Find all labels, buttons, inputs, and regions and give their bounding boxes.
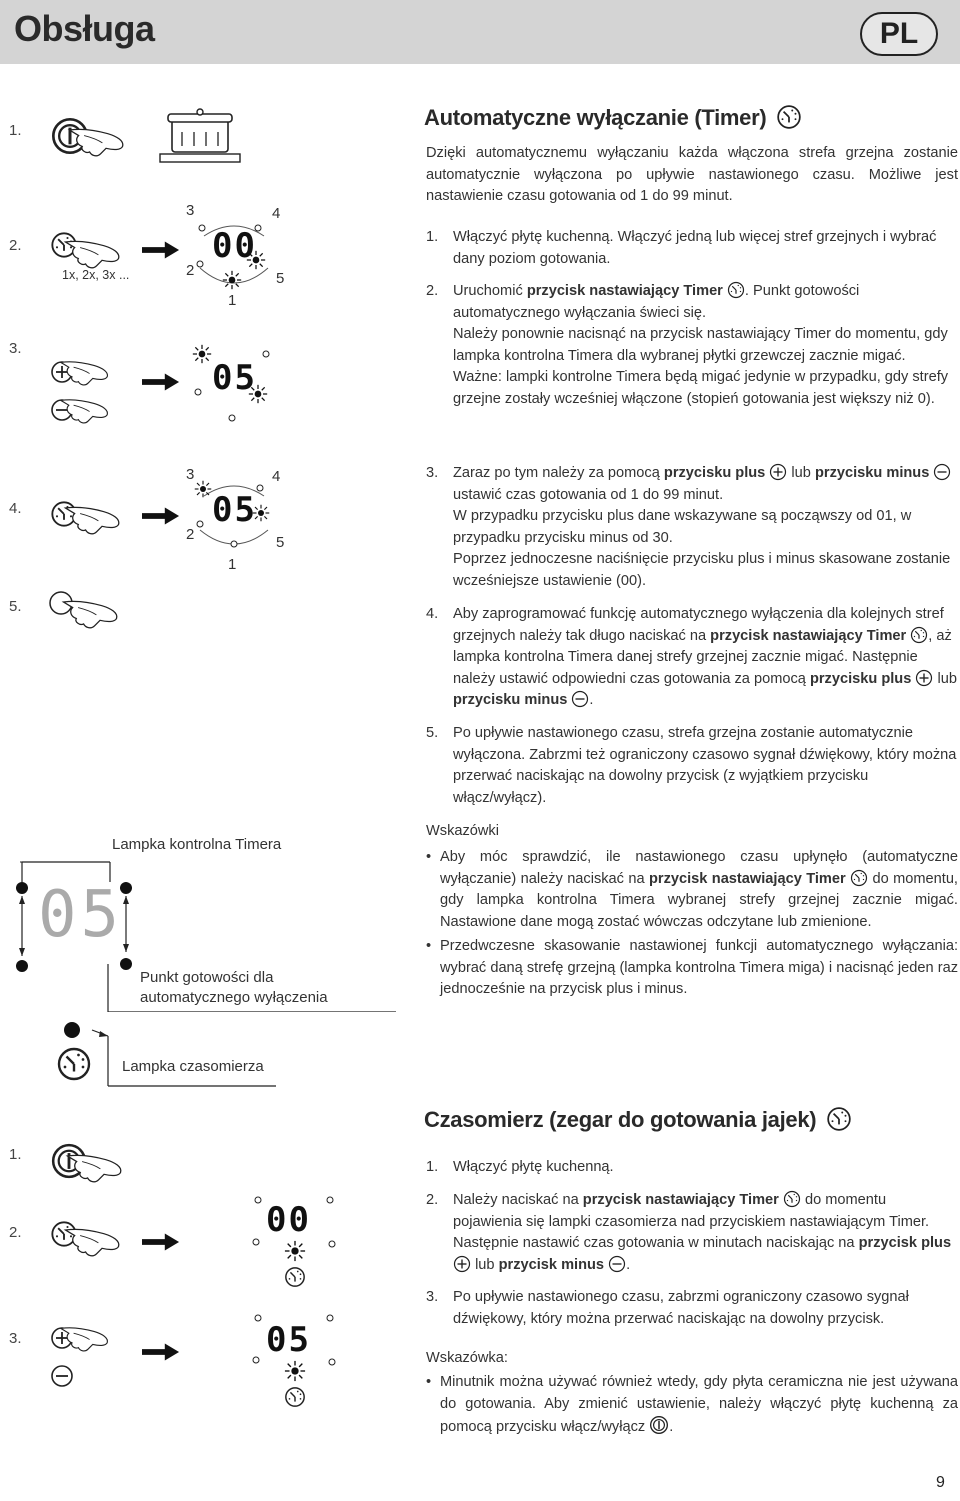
seven-segment-readout: 05 [212,358,257,398]
seven-segment-readout-large: 05 [38,878,124,952]
finger-press-icon [56,394,112,426]
step-paragraph: Ważne: lampki kontrolne Timera będą migać jedynie w przypadku, gdy strefy grzejne zostały wcześniej włączone (stopień gotowania jest większy niż 0). [453,369,949,407]
step-text: Po upływie nastawionego czasu, strefa grzejna zostanie automatycznie wyłączona. Zabrzmi też ograniczony czasowo sygnał dźwiękowy, który można przerwać naciskając na dowolny przycisk (z wyjątkiem przycisku włącz/wyłącz). [453,725,957,806]
timer-icon [727,281,745,299]
step-number: 1. [426,229,439,245]
step-text: ustawić czas gotowania od 1 do 99 minut. [453,486,724,503]
step-bold: przycisk plus [858,1235,952,1251]
figure-step-label: 5. [9,598,22,615]
seven-segment-readout: 05 [266,1320,311,1360]
step-number: 3. [426,465,439,481]
step-bold: przycisk nastawiający Timer [526,283,723,299]
arrow-right-icon [142,1232,180,1252]
step-text: . [626,1256,631,1273]
step-bold: przycisku minus [814,465,930,481]
zone-number: 2 [186,262,195,279]
zone-number: 5 [276,534,285,551]
press-count-label: 1x, 2x, 3x ... [62,268,130,282]
minute-heading-text: Czasomierz (zegar do gotowania jajek) [424,1107,817,1132]
seven-segment-readout: 05 [212,490,257,530]
minus-icon [608,1255,626,1273]
step-text: lub [475,1256,495,1273]
bullet: • [426,938,432,954]
tip-text: do momentu, gdy lampka kontrolna Timera wybranej strefy grzejnej zacznie migać. Nastawione dane mogą zostać wówczas odczytane lub zmienione. [440,870,958,930]
step-text: Należy naciskać na [453,1192,579,1208]
minute-heading [424,1106,852,1133]
tip-bold: przycisk nastawiający Timer [648,870,846,887]
minute-lamp-label: Lampka czasomierza [122,1058,264,1075]
zone-number: 1 [228,556,237,573]
bullet: • [426,849,432,865]
minute-tip-title: Wskazówka: [426,1350,508,1366]
page-title: Obsługa [14,8,155,49]
arrow-right-icon [142,506,180,526]
tip-text: Minutnik można używać również wtedy, gdy płyta ceramiczna nie jest używana do gotowania. Aby zmienić ustawienie, należy włączyć płytę kuchenną za pomocą przycisku włącz/wyłącz [440,1374,958,1435]
timer-heading-text: Automatyczne wyłączanie (Timer) [424,105,767,130]
plus-icon [915,669,933,687]
timer-intro: Dzięki automatycznemu wyłączaniu każda włączona strefa grzejna zostanie automatycznie wyłączona po upływie nastawionego czasu. Możliwe jest nastawienie czasu gotowania od 1 do 99 minut. [426,145,958,204]
timer-lamp-icon [56,1046,92,1082]
finger-press-icon [58,594,122,632]
step-number: 1. [426,1159,439,1175]
figure-step-label: 2. [9,1224,22,1241]
arrow-right-icon [142,1342,180,1362]
seven-segment-readout: 00 [266,1200,311,1240]
step-text: lub [937,670,957,687]
tips-title: Wskazówki [426,823,499,839]
arrow-right-icon [142,240,180,260]
step-text: , aż lampka kontrolna Timera danej strefy grzejnej zacznie migać. Następnie należy ustawić odpowiedni czas gotowania za pomocą [453,627,952,687]
step-number: 5. [426,725,439,741]
figure-step-label: 1. [9,122,22,139]
step-text: lub [791,465,811,481]
step-text: Uruchomić [453,283,523,299]
step-text: Aby zaprogramować funkcję automatycznego wyłączenia dla kolejnych stref grzejnych należy tak długo naciskać na [453,606,944,644]
figure-step-label: 3. [9,340,22,357]
minus-button-icon [50,1364,74,1388]
timer-icon [776,104,802,130]
tip-text: Aby móc sprawdzić, ile nastawionego czasu upłynęło (automatyczne wyłączanie) należy naciskać na [440,849,958,887]
step-bold: przycisku plus [809,670,912,687]
zone-number: 3 [186,202,195,219]
plus-icon [453,1255,471,1273]
finger-press-icon [60,1222,124,1260]
seven-segment-readout: 00 [212,226,257,266]
step-text: Po upływie nastawionego czasu, zabrzmi ograniczony czasowo sygnał dźwiękowy, który można przerwać naciskając na dowolny przycisk. [453,1289,909,1327]
zone-number: 1 [228,292,237,309]
zone-number: 4 [272,205,281,222]
timer-icon [910,626,928,644]
finger-press-icon [60,500,124,538]
step-bold: przycisk nastawiający Timer [582,1192,779,1208]
step-bold: przycisk nastawiający Timer [710,627,907,644]
power-icon [649,1415,669,1435]
plus-icon [769,463,787,481]
figure-step-label: 4. [9,500,22,517]
step-bold: przycisk minus [498,1256,605,1273]
step-text: Zaraz po tym należy za pomocą [453,465,660,481]
figure-step-label: 2. [9,237,22,254]
timer-icon [783,1190,801,1208]
finger-press-icon [60,234,124,272]
finger-press-icon [64,122,128,160]
step-number: 3. [426,1289,439,1305]
lamp-timer-label: Lampka kontrolna Timera [112,836,282,853]
step-number: 4. [426,606,439,622]
timer-heading [424,104,802,131]
step-number: 2. [426,283,439,299]
step-paragraph: Należy ponownie nacisnąć na przycisk nastawiający Timer do momentu, gdy lampka kontrolna Timera dla wybranej płytki grzewczej zacznie migać. [453,326,948,364]
step-text: . Punkt gotowości automatycznego wyłączania świeci się. [453,283,860,321]
arrow-right-icon [142,372,180,392]
page-header [0,0,960,64]
step-text: do momentu pojawienia się lampki czasomierza nad przyciskiem nastawiającym Timer. Następnie nastawić czas gotowania w minutach naciskając na [453,1192,930,1251]
minus-icon [571,690,589,708]
minus-icon [933,463,951,481]
language-badge: PL [860,12,938,56]
zone-number: 3 [186,466,195,483]
step-bold: przycisku plus [663,465,766,481]
step-text: Włączyć płytę kuchenną. [453,1159,614,1175]
pot-on-hob-icon [158,106,242,168]
timer-icon [826,1106,852,1132]
finger-press-icon [56,1322,112,1354]
tip-text: Przedwczesne skasowanie nastawionej funkcji automatycznego wyłączania: wybrać daną strefę grzejną (lampka kontrolna Timera miga) i nacisnąć jeden raz jednocześnie na przycisk plus i minus. [440,938,958,997]
bullet: • [426,1374,432,1390]
tip-text: . [669,1419,674,1435]
figure-step-label: 3. [9,1330,22,1347]
step-paragraph: W przypadku przycisku plus dane wskazywane są począwszy od 01, w przypadku przycisku minus od 30. [453,508,912,546]
ready-label: Punkt gotowości dla automatycznego wyłączenia [140,969,328,1006]
step-paragraph: Poprzez jednoczesne naciśnięcie przycisku plus i minus skasowane zostanie wcześniejsze ustawienie (00). [453,551,951,589]
step-text: . [589,692,594,708]
step-bold: przycisku minus [453,692,568,708]
finger-press-icon [56,356,112,388]
figure-step-label: 1. [9,1146,22,1163]
zone-number: 5 [276,270,285,287]
finger-press-icon [62,1148,126,1186]
zone-number: 4 [272,468,281,485]
zone-number: 2 [186,526,195,543]
page-number: 9 [936,1474,945,1491]
timer-icon [850,869,868,887]
step-number: 2. [426,1192,439,1208]
step-text: Włączyć płytę kuchenną. Włączyć jedną lub więcej stref grzejnych i wybrać dany poziom gotowania. [453,229,937,267]
